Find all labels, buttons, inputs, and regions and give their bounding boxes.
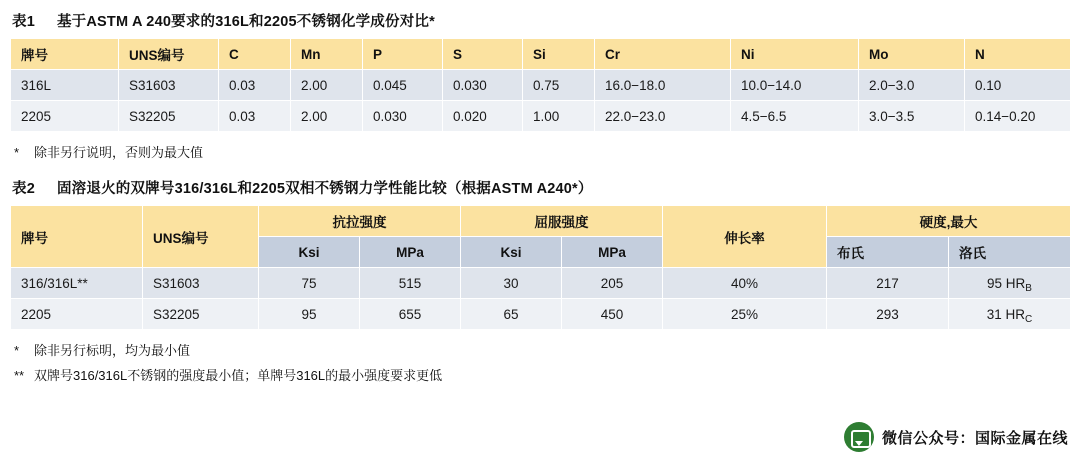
hardness-rockwell-value: 31 HR [986, 306, 1026, 322]
cell: 1.00 [523, 101, 595, 132]
note-text: 除非另行标明，均为最小值 [34, 343, 191, 358]
cell: 0.045 [363, 70, 443, 101]
table2-sub-hardness-brinell: 布氏 [827, 237, 949, 268]
table1 [10, 38, 1071, 132]
cell-hardness-brinell: 217 [827, 268, 949, 299]
table2-col-hardness: 硬度,最大 [827, 206, 1071, 237]
table1-col-uns: UNS编号 [119, 39, 219, 70]
table1-col-si: Si [523, 39, 595, 70]
cell-tensile-mpa: 655 [360, 299, 461, 330]
hardness-rockwell-subscript: B [1025, 282, 1032, 294]
cell: 4.5−6.5 [731, 101, 859, 132]
cell-grade: 316/316L** [11, 268, 143, 299]
table1-notes [14, 142, 1070, 161]
cell: 16.0−18.0 [595, 70, 731, 101]
cell: 2.0−3.0 [859, 70, 965, 101]
cell-uns: S32205 [143, 299, 259, 330]
table2-sub-hardness-rockwell: 洛氏 [949, 237, 1071, 268]
hardness-rockwell-value: 95 HR [987, 275, 1026, 291]
cell: 0.10 [965, 70, 1071, 101]
table2 [10, 205, 1071, 330]
cell-yield-ksi: 30 [461, 268, 562, 299]
cell-tensile-ksi: 75 [259, 268, 360, 299]
note [14, 340, 1070, 359]
table2-caption-text: 固溶退火的双牌号316/316L和2205双相不锈钢力学性能比较（根据ASTM A240*） [56, 181, 593, 197]
cell-grade: 2205 [11, 299, 143, 330]
cell-tensile-ksi: 95 [259, 299, 360, 330]
cell-yield-mpa: 450 [562, 299, 663, 330]
cell-hardness-rockwell [949, 299, 1071, 330]
table2-col-uns: UNS编号 [143, 206, 259, 268]
cell-tensile-mpa: 515 [360, 268, 461, 299]
table1-col-p: P [363, 39, 443, 70]
table-row [11, 70, 1071, 101]
cell-hardness-brinell: 293 [827, 299, 949, 330]
cell-yield-mpa: 205 [562, 268, 663, 299]
note-text: 除非另行说明，否则为最大值 [34, 145, 204, 160]
cell: 22.0−23.0 [595, 101, 731, 132]
cell-hardness-rockwell [949, 268, 1071, 299]
table2-sub-yield-mpa: MPa [562, 237, 663, 268]
table2-col-yield: 屈服强度 [461, 206, 663, 237]
metal-online-logo-icon [844, 422, 874, 452]
cell: 0.03 [219, 70, 291, 101]
cell: 0.030 [443, 70, 523, 101]
table1-caption-text: 基于ASTM A 240要求的316L和2205不锈钢化学成份对比* [56, 14, 435, 30]
table2-col-elongation: 伸长率 [663, 206, 827, 268]
table1-caption [12, 10, 1070, 31]
table2-notes [14, 340, 1070, 384]
cell: 0.020 [443, 101, 523, 132]
cell-elongation: 40% [663, 268, 827, 299]
cell-uns: S31603 [143, 268, 259, 299]
table1-col-cr: Cr [595, 39, 731, 70]
cell: 316L [11, 70, 119, 101]
table1-col-s: S [443, 39, 523, 70]
cell-elongation: 25% [663, 299, 827, 330]
note-mark: * [14, 343, 20, 358]
cell: 0.03 [219, 101, 291, 132]
cell: 0.14−0.20 [965, 101, 1071, 132]
cell: 0.75 [523, 70, 595, 101]
cell: 2.00 [291, 70, 363, 101]
cell: 0.030 [363, 101, 443, 132]
note-mark: * [14, 145, 20, 160]
watermark [844, 422, 1068, 452]
table1-col-n: N [965, 39, 1071, 70]
table2-sub-tensile-ksi: Ksi [259, 237, 360, 268]
table-row [11, 299, 1071, 330]
cell: S32205 [119, 101, 219, 132]
note [14, 365, 1070, 384]
cell: 10.0−14.0 [731, 70, 859, 101]
table1-col-mn: Mn [291, 39, 363, 70]
table-row [11, 101, 1071, 132]
table2-caption-label: 表2 [12, 181, 35, 197]
cell: S31603 [119, 70, 219, 101]
table1-col-ni: Ni [731, 39, 859, 70]
note [14, 142, 1070, 161]
table1-header-row [11, 39, 1071, 70]
table1-col-c: C [219, 39, 291, 70]
note-mark: ** [14, 368, 25, 383]
table1-col-mo: Mo [859, 39, 965, 70]
hardness-rockwell-subscript: C [1025, 313, 1033, 325]
table2-col-tensile: 抗拉强度 [259, 206, 461, 237]
watermark-text: 微信公众号：国际金属在线 [881, 429, 1068, 447]
table2-sub-tensile-mpa: MPa [360, 237, 461, 268]
cell: 2.00 [291, 101, 363, 132]
cell: 2205 [11, 101, 119, 132]
cell: 3.0−3.5 [859, 101, 965, 132]
table1-caption-label: 表1 [12, 14, 35, 30]
cell-yield-ksi: 65 [461, 299, 562, 330]
table2-col-grade: 牌号 [11, 206, 143, 268]
table2-caption [12, 177, 1070, 198]
table-row [11, 268, 1071, 299]
note-text: 双牌号316/316L不锈钢的强度最小值；单牌号316L的最小强度要求更低 [34, 368, 443, 383]
table1-col-grade: 牌号 [11, 39, 119, 70]
table2-sub-yield-ksi: Ksi [461, 237, 562, 268]
table2-group-header-row [11, 206, 1071, 237]
